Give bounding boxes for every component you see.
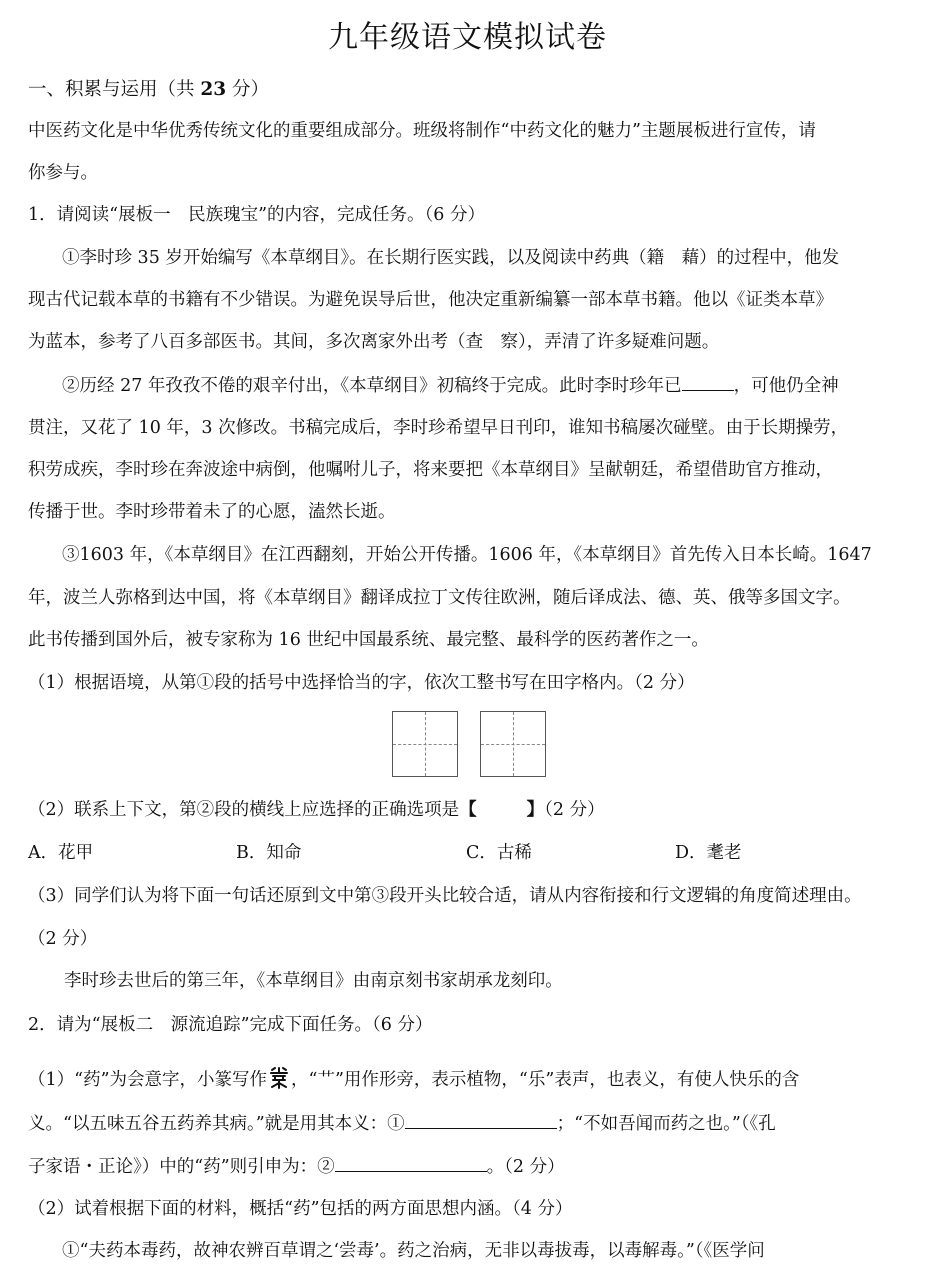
option-b: B．知命	[236, 843, 302, 863]
q2-sub2: （2）试着根据下面的材料，概括“药”包括的两方面思想内涵。（4 分）	[28, 1199, 573, 1219]
option-d: D．耄老	[675, 843, 742, 863]
q1-p2-line1-post: ，可他仍全神	[733, 376, 839, 396]
q1-p3-line3: 此书传播到国外后，被专家称为 16 世纪中国最系统、最完整、最科学的医药著作之一。	[28, 630, 709, 650]
section1-score: 23	[200, 79, 227, 100]
section1-heading-post: 分）	[226, 79, 270, 100]
q1-sub3-line2: （2 分）	[28, 929, 98, 949]
q1-p2-line2: 贯注，又花了 10 年，3 次修改。书稿完成后，李时珍希望早日刊印，谁知书稿屡次碰壁。由于长期操劳，	[28, 418, 849, 438]
age-blank[interactable]	[682, 372, 734, 391]
q1-sub2-pre: （2）联系上下文，第②段的横线上应选择的正确选项是	[28, 800, 460, 820]
q1-p2-line1-pre: ②历经 27 年孜孜不倦的艰辛付出，《本草纲目》初稿终于完成。此时李时珍年已	[62, 376, 682, 396]
q1-p2-line3: 积劳成疾，李时珍在奔波途中病倒，他嘱咐儿子，将来要把《本草纲目》呈献朝廷，希望借助官方推动，	[28, 460, 833, 480]
answer-blank-1[interactable]	[405, 1110, 557, 1129]
q1-sub2	[28, 797, 605, 823]
q1-stem: 1．请阅读“展板一 民族瑰宝”的内容，完成任务。（6 分）	[28, 205, 485, 225]
q1-sub1: （1）根据语境，从第①段的括号中选择恰当的字，依次工整书写在田字格内。（2 分）	[28, 673, 695, 693]
q2-sub1-line1-post: ，“艹”用作形旁，表示植物，“乐”表声，也表义，有使人快乐的含	[291, 1070, 800, 1090]
q1-p1-line1: ①李时珍 35 岁开始编写《本草纲目》。在长期行医实践，以及阅读中药典（籍 藉）的过程中，他发	[62, 248, 840, 268]
q2-sub1-line3-post: 。（2 分）	[486, 1157, 565, 1177]
q2-stem: 2．请为“展板二 源流追踪”完成下面任务。（6 分）	[28, 1015, 433, 1035]
seal-script-yao-icon	[269, 1067, 289, 1089]
section1-intro-line2: 你参与。	[28, 163, 98, 183]
exam-title: 九年级语文模拟试卷	[328, 20, 607, 55]
q2-sub1-line2-pre: 义。“以五味五谷五药养其病。”就是用其本义：①	[28, 1114, 405, 1134]
q2-sub1-line2	[28, 1110, 776, 1137]
section1-intro-line1: 中医药文化是中华优秀传统文化的重要组成部分。班级将制作“中药文化的魅力”主题展板进行宣传，请	[28, 121, 816, 141]
option-a: A．花甲	[28, 843, 94, 863]
bracket-open: 【	[459, 800, 477, 820]
q1-sub3-line1: （3）同学们认为将下面一句话还原到文中第③段开头比较合适，请从内容衔接和行文逻辑的角度简述理由。	[28, 886, 862, 906]
tianzige-box-1[interactable]	[392, 711, 458, 777]
q1-p1-line3: 为蓝本，参考了八百多部医书。其间，多次离家外出考（查 察），弄清了许多疑难问题。	[28, 332, 720, 352]
q1-p2-line1	[62, 372, 839, 399]
section1-heading	[28, 77, 269, 103]
q1-p3-line1: ③1603 年，《本草纲目》在江西翻刻，开始公开传播。1606 年，《本草纲目》首先传入日本长崎。1647	[62, 545, 872, 565]
q2-material1: ①“夫药本毒药，故神农辨百草谓之‘尝毒’。药之治病，无非以毒拔毒，以毒解毒。”（《医学问	[62, 1241, 765, 1261]
q1-sub2-post: （2 分）	[544, 800, 605, 820]
option-c: C．古稀	[466, 843, 532, 863]
q2-sub1-line1-pre: （1）“药”为会意字，小篆写作	[28, 1070, 268, 1090]
q2-sub1-line3-pre: 子家语・正论》）中的“药”则引申为：②	[28, 1157, 335, 1177]
q2-sub1-line3	[28, 1153, 565, 1180]
q1-sub3-quote: 李时珍去世后的第三年，《本草纲目》由南京刻书家胡承龙刻印。	[64, 971, 563, 991]
bracket-close: 】	[526, 800, 545, 820]
q2-sub1-line2-post: ；“不如吾闻而药之也。”（《孔	[556, 1114, 776, 1134]
tianzige-box-2[interactable]	[480, 711, 546, 777]
q1-p3-line2: 年，波兰人弥格到达中国，将《本草纲目》翻译成拉丁文传往欧洲，随后译成法、德、英、俄等多国文字。	[28, 588, 851, 608]
section1-heading-pre: 一、积累与运用（共	[28, 79, 201, 100]
q1-p1-line2: 现古代记载本草的书籍有不少错误。为避免误导后世，他决定重新编纂一部本草书籍。他以《证类本草》	[28, 290, 833, 310]
q1-p2-line4: 传播于世。李时珍带着未了的心愿，溘然长逝。	[28, 502, 396, 522]
answer-blank-2[interactable]	[335, 1153, 487, 1172]
q2-sub1-line1	[28, 1067, 799, 1093]
